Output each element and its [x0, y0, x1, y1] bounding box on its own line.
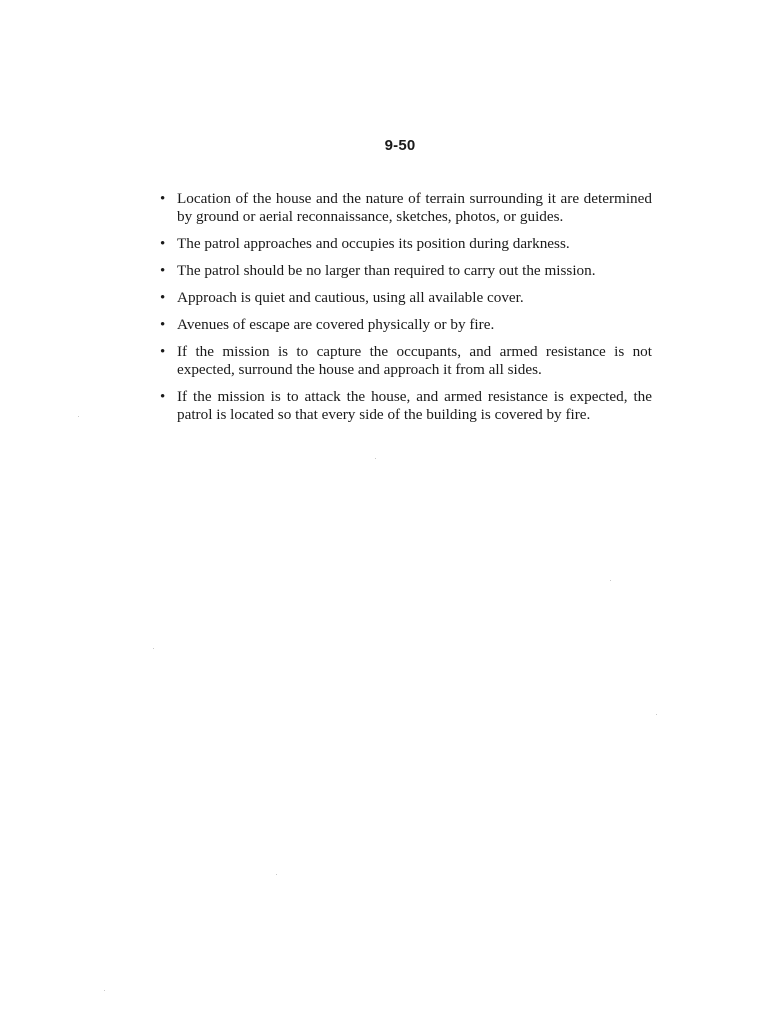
list-item	[160, 289, 652, 307]
list-item-text: If the mission is to capture the occupants, and armed resistance is not expected, surround the house and approach it from all sides.	[177, 343, 652, 378]
scan-speck	[375, 458, 376, 459]
list-item	[160, 190, 652, 226]
list-item-text: If the mission is to attack the house, and armed resistance is expected, the patrol is located so that every side of the building is covered by fire.	[177, 388, 652, 423]
page-number: 9-50	[384, 137, 416, 154]
scan-speck	[78, 416, 79, 417]
scan-speck	[153, 648, 154, 649]
list-item-text: The patrol should be no larger than required to carry out the mission.	[177, 262, 596, 279]
scan-speck	[104, 990, 105, 991]
bullet-icon: •	[160, 290, 166, 306]
list-item-text: The patrol approaches and occupies its position during darkness.	[177, 235, 570, 252]
bullet-icon: •	[160, 317, 166, 333]
scan-speck	[610, 580, 611, 581]
list-item	[160, 316, 652, 334]
bullet-list	[160, 190, 652, 433]
bullet-icon: •	[160, 389, 166, 405]
list-item	[160, 388, 652, 424]
bullet-icon: •	[160, 263, 166, 279]
list-item-text: Avenues of escape are covered physically or by fire.	[177, 316, 495, 333]
bullet-icon: •	[160, 344, 166, 360]
list-item	[160, 262, 652, 280]
scan-speck	[276, 874, 277, 875]
bullet-icon: •	[160, 191, 166, 207]
list-item	[160, 343, 652, 379]
list-item	[160, 235, 652, 253]
bullet-icon: •	[160, 236, 166, 252]
list-item-text: Location of the house and the nature of terrain surrounding it are determined by ground or aerial reconnaissance, sketches, photos, or guides.	[177, 190, 652, 225]
list-item-text: Approach is quiet and cautious, using all available cover.	[177, 289, 524, 306]
scan-speck	[656, 714, 657, 715]
